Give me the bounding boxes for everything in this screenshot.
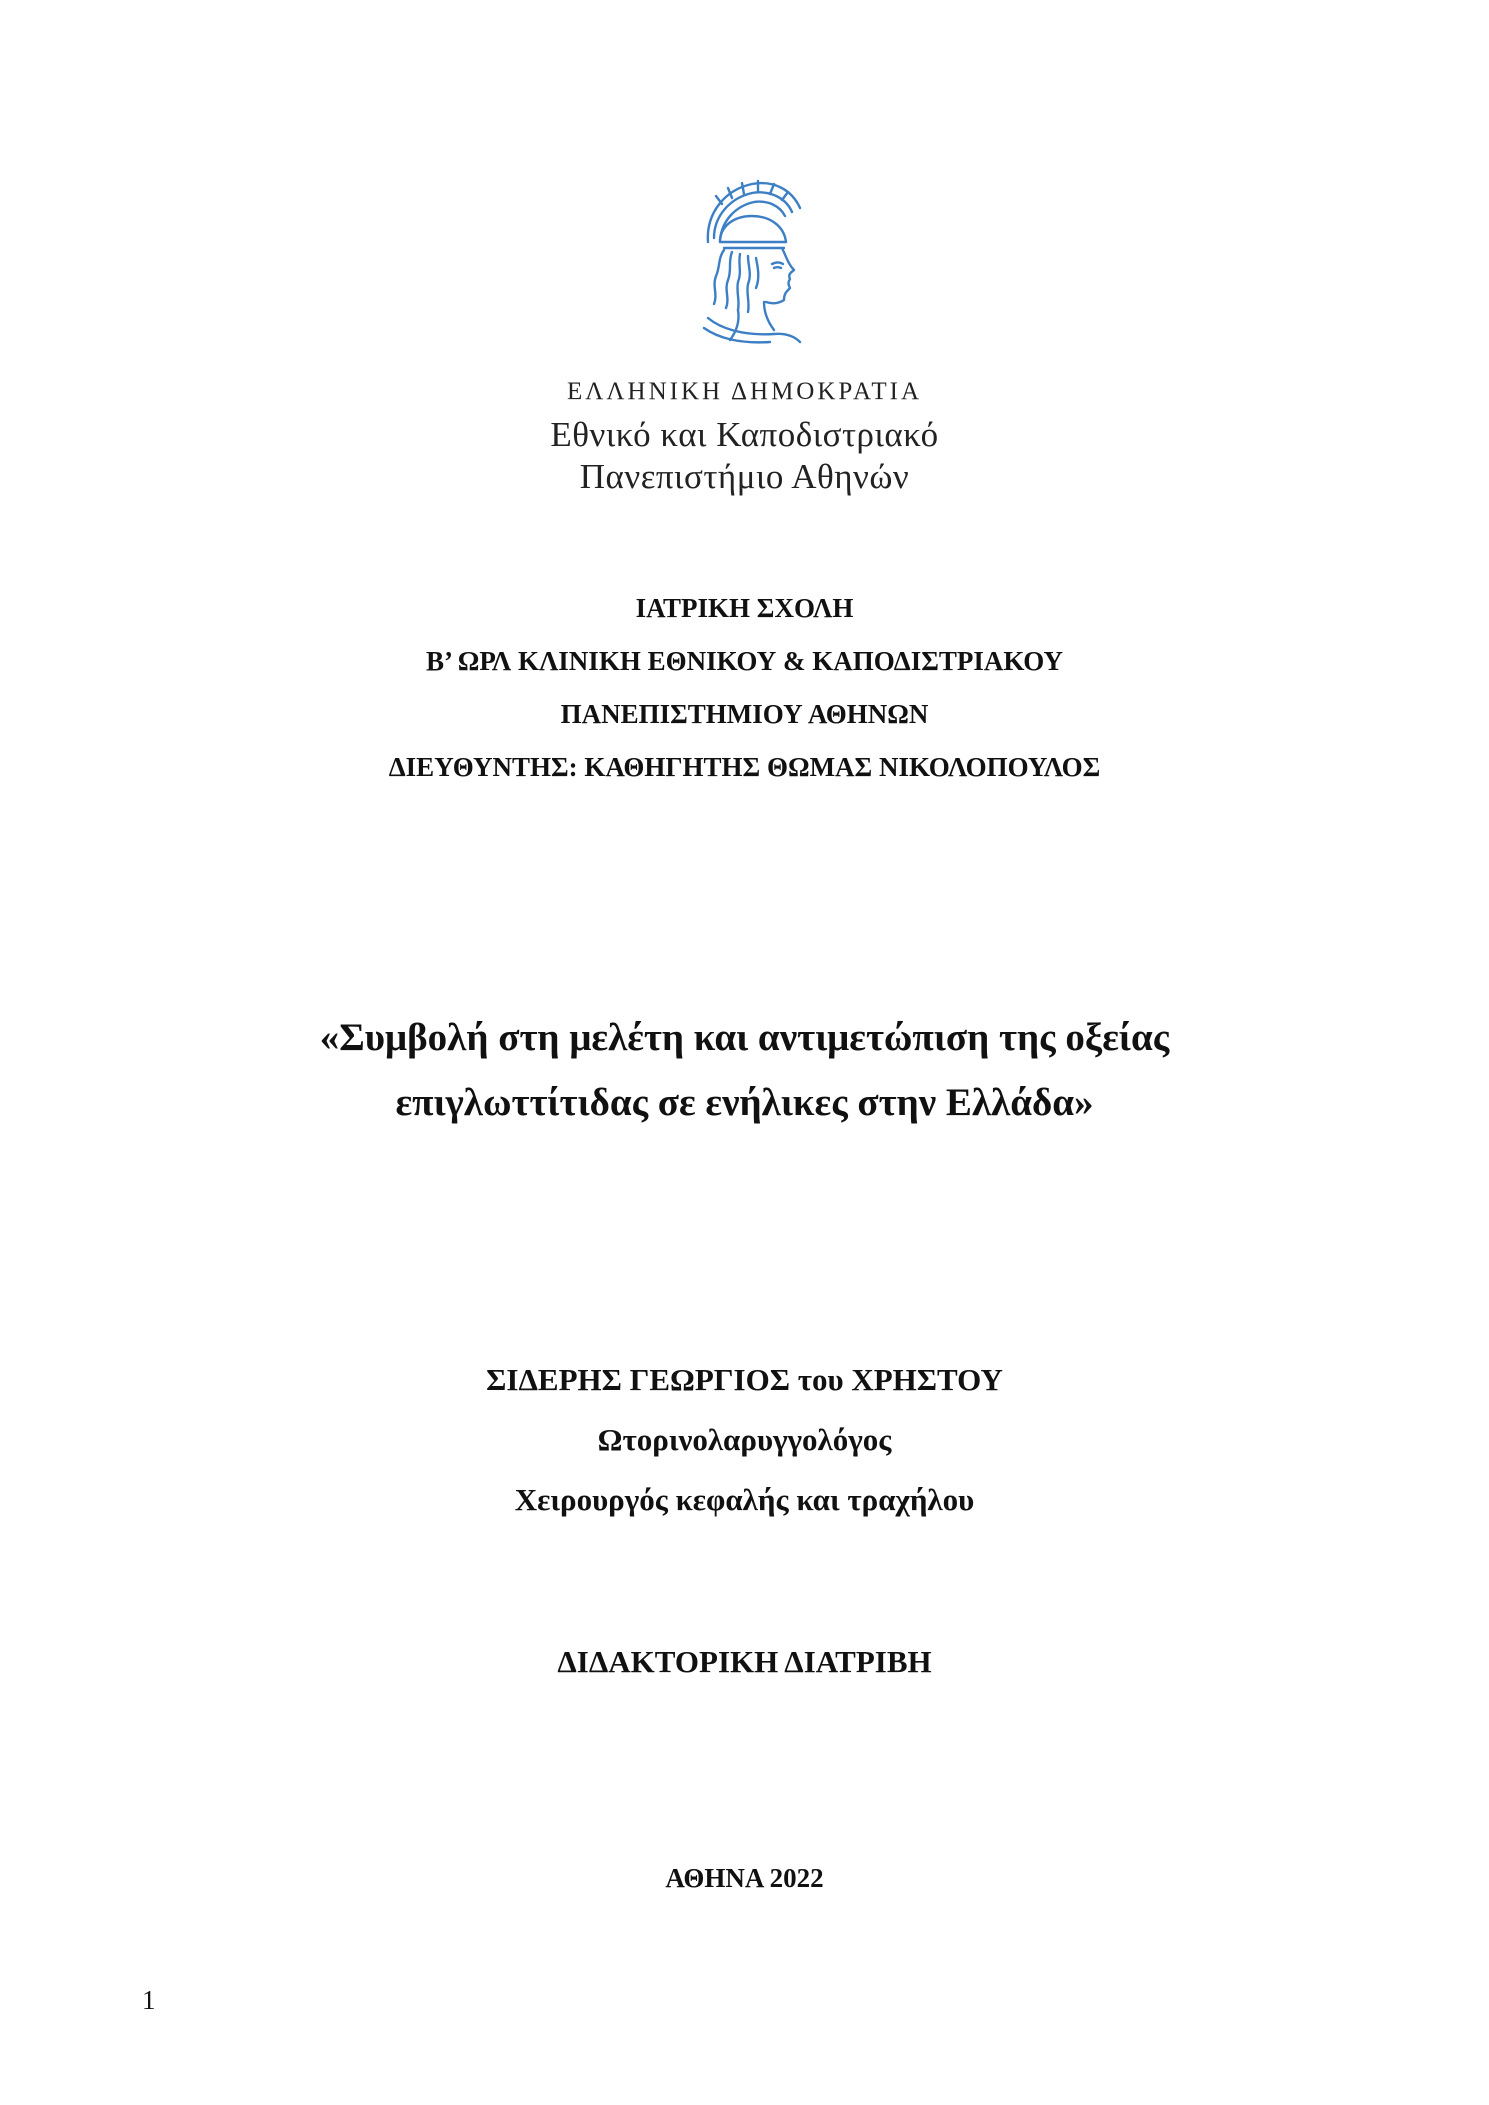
author-role: Χειρουργός κεφαλής και τραχήλου <box>514 1482 975 1517</box>
thesis-title-line2: επιγλωττίτιδας σε ενήλικες στην Ελλάδα» <box>395 1081 1094 1124</box>
thesis-title-line1: «Συμβολή στη μελέτη και αντιμετώπιση της οξείας <box>319 1016 1170 1059</box>
author-specialty: Ωτορινολαρυγγολόγος <box>597 1422 892 1457</box>
place-year: ΑΘΗΝΑ 2022 <box>665 1863 824 1893</box>
clinic-name-line2: ΠΑΝΕΠΙΣΤΗΜΙΟΥ ΑΘΗΝΩΝ <box>560 699 929 729</box>
university-name-line2: Πανεπιστήμιο Αθηνών <box>579 457 910 496</box>
republic-label: ΕΛΛΗΝΙΚΗ ΔΗΜΟΚΡΑΤΙΑ <box>567 378 922 405</box>
document-type: ΔΙΔΑΚΤΟΡΙΚΗ ΔΙΑΤΡΙΒΗ <box>557 1644 932 1679</box>
university-name-line1: Εθνικό και Καποδιστριακό <box>550 415 939 454</box>
page-number: 1 <box>142 1985 156 2015</box>
school-name: ΙΑΤΡΙΚΗ ΣΧΟΛΗ <box>635 593 854 623</box>
clinic-name-line1: Β’ ΩΡΛ ΚΛΙΝΙΚΗ ΕΘΝΙΚΟΥ & ΚΑΠΟΔΙΣΤΡΙΑΚΟΥ <box>425 646 1064 676</box>
author-name: ΣΙΔΕΡΗΣ ΓΕΩΡΓΙΟΣ του ΧΡΗΣΤΟΥ <box>486 1362 1003 1397</box>
director-line: ΔΙΕΥΘΥΝΤΗΣ: ΚΑΘΗΓΗΤΗΣ ΘΩΜΑΣ ΝΙΚΟΛΟΠΟΥΛΟΣ <box>388 752 1101 782</box>
athena-helmet-crest-icon <box>690 178 814 346</box>
